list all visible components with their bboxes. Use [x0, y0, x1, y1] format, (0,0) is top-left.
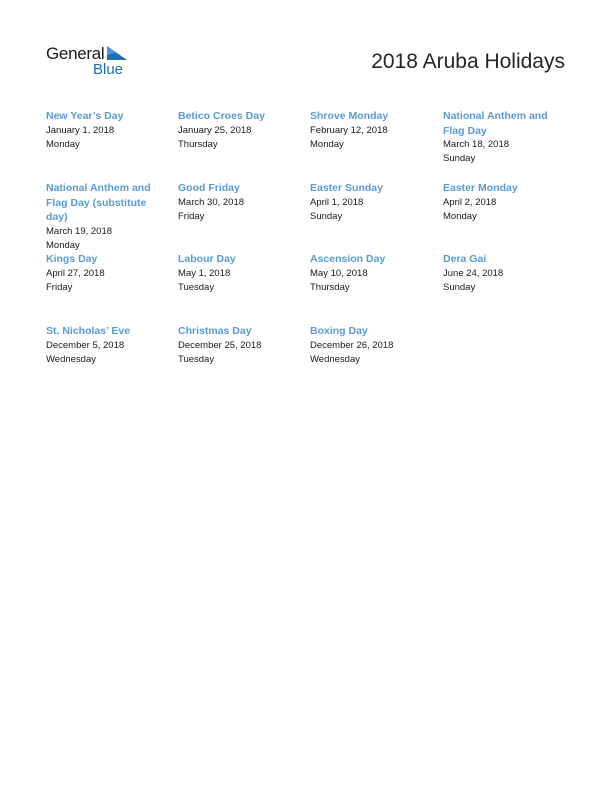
holiday-weekday: Sunday — [310, 210, 343, 222]
holiday-weekday: Friday — [46, 281, 73, 293]
holiday-name: National Anthem and Flag Day (substitute day) — [46, 182, 151, 223]
holiday-date: February 12, 2018 — [310, 124, 388, 136]
holiday-weekday: Wednesday — [310, 353, 360, 365]
holiday-date: December 25, 2018 — [178, 339, 262, 351]
holiday-date: December 5, 2018 — [46, 339, 125, 351]
holiday-name: Ascension Day — [310, 253, 386, 265]
holiday-item — [310, 109, 436, 152]
holiday-weekday: Wednesday — [46, 353, 96, 365]
holiday-weekday: Thursday — [310, 281, 350, 293]
triangle-flag-icon — [107, 46, 127, 62]
holiday-weekday: Monday — [443, 210, 477, 222]
holiday-item — [443, 181, 569, 224]
holiday-name: Boxing Day — [310, 325, 368, 337]
holiday-weekday: Friday — [178, 210, 205, 222]
holiday-weekday: Thursday — [178, 138, 218, 150]
holiday-name: Shrove Monday — [310, 110, 389, 122]
holiday-date: April 1, 2018 — [310, 196, 364, 208]
holiday-name: Easter Monday — [443, 182, 518, 194]
holiday-date: January 25, 2018 — [178, 124, 252, 136]
holiday-name: Christmas Day — [178, 325, 252, 337]
holiday-item — [46, 109, 172, 152]
holiday-item — [46, 252, 172, 295]
holiday-item — [178, 324, 304, 367]
holiday-name: Dera Gai — [443, 253, 487, 265]
holiday-item — [178, 252, 304, 295]
holiday-name: New Year’s Day — [46, 110, 124, 122]
holiday-item — [443, 109, 555, 166]
holiday-date: March 19, 2018 — [46, 225, 113, 237]
holiday-name: Labour Day — [178, 253, 236, 265]
holiday-item — [310, 324, 436, 367]
holiday-date: December 26, 2018 — [310, 339, 394, 351]
holiday-date: January 1, 2018 — [46, 124, 115, 136]
logo-blue-text: Blue — [93, 61, 124, 78]
holiday-item — [310, 181, 436, 224]
holiday-date: March 18, 2018 — [443, 139, 510, 150]
logo — [46, 44, 136, 80]
holiday-item — [178, 109, 304, 152]
holiday-item — [443, 252, 569, 295]
holiday-weekday: Tuesday — [178, 353, 215, 365]
holiday-date: May 1, 2018 — [178, 267, 231, 279]
holiday-item — [178, 181, 304, 224]
holiday-date: March 30, 2018 — [178, 196, 245, 208]
holiday-date: May 10, 2018 — [310, 267, 368, 279]
holiday-name: Good Friday — [178, 182, 240, 194]
logo-general-text: General — [46, 44, 105, 63]
holiday-name: Easter Sunday — [310, 182, 383, 194]
holiday-weekday: Monday — [46, 239, 80, 251]
holiday-weekday: Monday — [46, 138, 80, 150]
page-title: 2018 Aruba Holidays — [371, 50, 565, 73]
holiday-name: Betico Croes Day — [178, 110, 265, 122]
holiday-name: St. Nicholas’ Eve — [46, 325, 131, 337]
holiday-weekday: Sunday — [443, 153, 476, 164]
holiday-item — [46, 181, 158, 253]
holiday-name: Kings Day — [46, 253, 98, 265]
holiday-date: June 24, 2018 — [443, 267, 504, 279]
holiday-weekday: Sunday — [443, 281, 476, 293]
holiday-name: National Anthem and Flag Day — [443, 110, 548, 137]
holiday-item — [46, 324, 172, 367]
holiday-weekday: Monday — [310, 138, 344, 150]
holiday-date: April 2, 2018 — [443, 196, 497, 208]
holiday-weekday: Tuesday — [178, 281, 215, 293]
holiday-date: April 27, 2018 — [46, 267, 105, 279]
holiday-item — [310, 252, 436, 295]
